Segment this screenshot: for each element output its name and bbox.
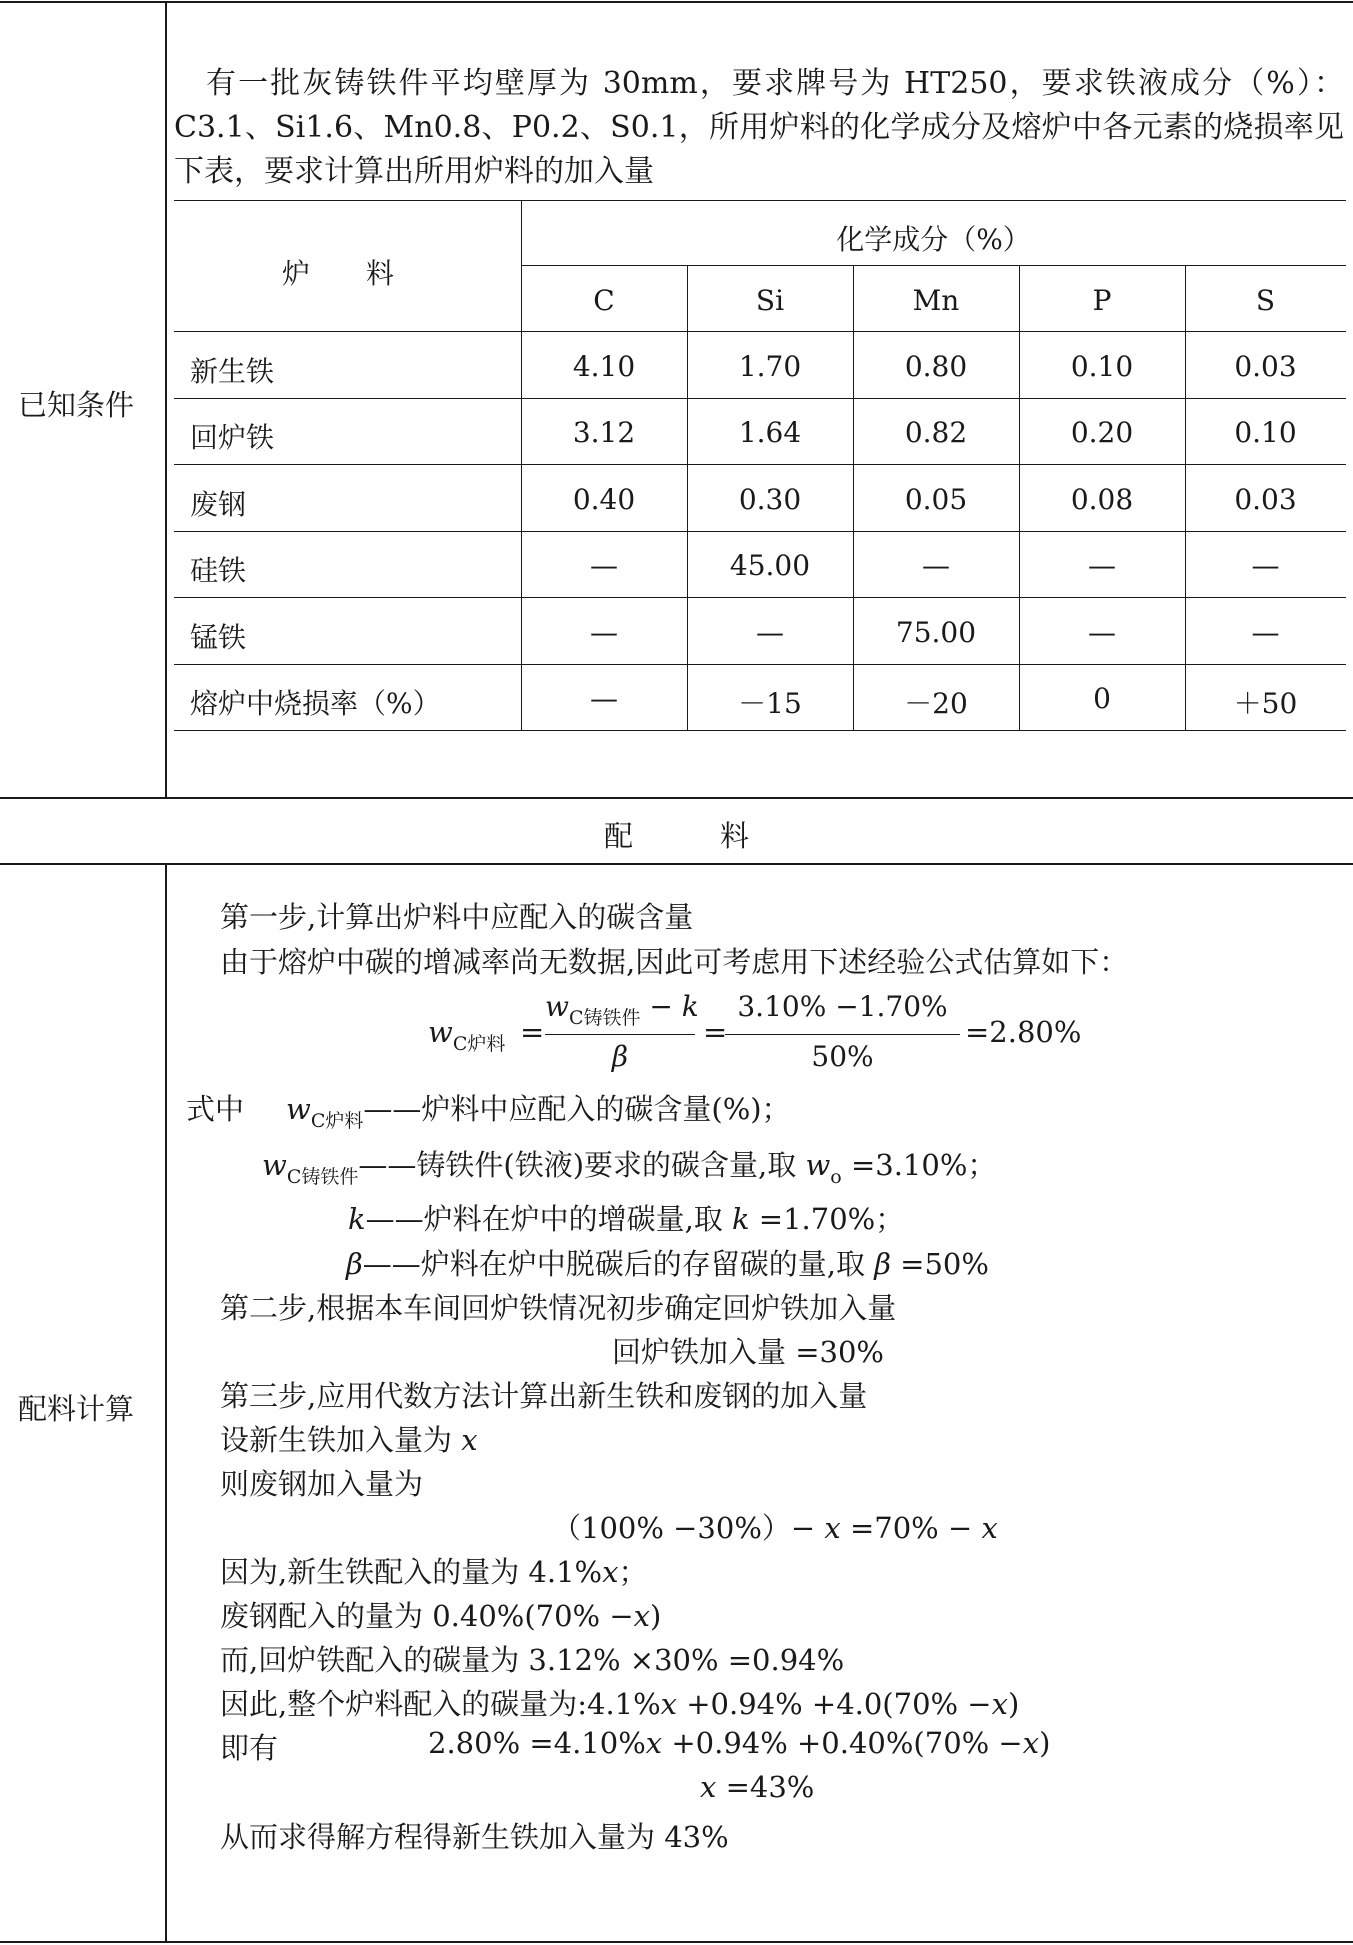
table-cell: — — [1251, 549, 1280, 582]
formula-lhs — [428, 1015, 505, 1056]
def3-k: k — [732, 1202, 750, 1236]
calc-scrap-amount — [220, 1594, 661, 1635]
formula-equals-1: = — [520, 1015, 545, 1049]
table-header-bottom — [174, 331, 1346, 332]
def3-text: ——炉料在炉中的增碳量,取 — [365, 1202, 733, 1236]
formula-numerator-symbol: w — [545, 990, 569, 1023]
table-cell: 75.00 — [895, 616, 977, 649]
table-header-element: Mn — [912, 284, 960, 317]
def4-symbol: β — [346, 1247, 363, 1281]
table-cell: — — [1251, 616, 1280, 649]
frame-top-border — [0, 1, 1353, 3]
def4-text: ——炉料在炉中脱碳后的存留碳的量,取 — [362, 1247, 875, 1281]
table-row-line-1 — [174, 398, 1346, 399]
table-cell: ＋50 — [1233, 687, 1298, 720]
table-cell: — — [756, 616, 784, 649]
table-cell: 0.80 — [904, 350, 968, 383]
calc-main-equation — [428, 1726, 1050, 1760]
where-prefix: 式中 — [186, 1092, 245, 1126]
solution-value: =43% — [716, 1770, 815, 1804]
formula-numerator-subscript: C铸铁件 — [568, 1007, 641, 1029]
because1-x: x — [602, 1555, 619, 1589]
table-header-element: S — [1255, 284, 1276, 317]
eq-b: +0.94% +0.40%(70% − — [662, 1726, 1023, 1760]
def1-subscript: C炉料 — [310, 1110, 364, 1132]
table-row-line-3 — [174, 531, 1346, 532]
table-cell: 45.00 — [729, 549, 811, 582]
eq-c: ) — [1039, 1726, 1051, 1760]
total-c: ) — [1007, 1687, 1020, 1721]
formula-numerator-1 — [545, 990, 699, 1030]
known-section-bottom-border — [0, 797, 1353, 799]
eq-x1: x — [645, 1726, 663, 1760]
calc-step2-equation: 回炉铁加入量 =30% — [612, 1335, 884, 1369]
def1-text: ——炉料中应配入的碳含量(%)； — [363, 1092, 791, 1126]
def2-w: w — [805, 1148, 831, 1182]
total-x1: x — [660, 1687, 678, 1721]
calc-solution — [700, 1770, 814, 1804]
table-row-line-5 — [174, 664, 1346, 665]
calc-total-carbon — [220, 1682, 1019, 1723]
calc-section-label: 配料计算 — [18, 1392, 135, 1426]
formula-denominator-2: 50% — [811, 1040, 874, 1073]
let-x-text: 设新生铁加入量为 — [220, 1423, 462, 1457]
table-cell: 0.82 — [904, 416, 968, 449]
table-row-line-4 — [174, 597, 1346, 598]
table-header-element: C — [593, 284, 615, 317]
calc-step1: 第一步,计算出炉料中应配入的碳含量 — [220, 900, 694, 934]
scrap-eq-x2: x — [981, 1511, 998, 1545]
calc-scrap-equation — [552, 1506, 998, 1547]
table-cell: 0.10 — [1234, 416, 1297, 449]
label-column-divider-top — [165, 1, 167, 797]
calc-return-carbon: 而,回炉铁配入的碳量为 3.12% ×30% =0.94% — [220, 1643, 845, 1677]
formula-lhs-symbol: w — [428, 1015, 453, 1049]
formula-numerator-2: 3.10% −1.70% — [737, 990, 948, 1023]
total-x2: x — [991, 1687, 1008, 1721]
def2-w-subscript: o — [830, 1166, 842, 1188]
table-cell: 1.64 — [738, 416, 802, 449]
because1-b: ； — [618, 1555, 648, 1589]
table-header-material: 炉 料 — [282, 257, 395, 290]
formula-equals-2: = — [703, 1015, 728, 1049]
definition-carbon-charge — [286, 1087, 791, 1133]
scrap-eq-b: =70% − — [840, 1511, 982, 1545]
def1-symbol: w — [286, 1092, 311, 1126]
table-header-element: P — [1092, 284, 1112, 317]
calc-step2: 第二步,根据本车间回炉铁情况初步确定回炉铁加入量 — [220, 1291, 897, 1325]
mix-section-header: 配 料 — [603, 819, 749, 853]
table-cell: 0.10 — [1070, 350, 1134, 383]
label-column-divider-bottom — [165, 863, 167, 1943]
formula-numerator-rest: − k — [640, 990, 699, 1023]
table-header-element: Si — [755, 284, 785, 317]
total-b: +0.94% +4.0(70% − — [677, 1687, 992, 1721]
table-cell: 0.03 — [1234, 483, 1297, 516]
scrap-amt-x: x — [633, 1599, 650, 1633]
total-a: 因此,整个炉料配入的碳量为:4.1% — [220, 1687, 661, 1721]
table-cell: 0.40 — [572, 483, 636, 516]
calc-let-x — [220, 1418, 478, 1459]
table-cell: — — [590, 549, 618, 582]
formula-fraction-bar-1 — [545, 1034, 695, 1035]
calc-equation-label: 即有 — [220, 1731, 279, 1765]
table-cell: 0.05 — [904, 483, 968, 516]
table-col-line-0 — [521, 200, 522, 730]
table-cell: 4.10 — [572, 350, 636, 383]
eq-x2: x — [1022, 1726, 1040, 1760]
table-cell: 0.03 — [1234, 350, 1297, 383]
solution-x: x — [700, 1770, 717, 1804]
table-row-name: 锰铁 — [190, 621, 247, 654]
table-cell: — — [590, 616, 618, 649]
table-cell: 0.08 — [1070, 483, 1134, 516]
table-cell: 0.30 — [738, 483, 802, 516]
definition-carbon-pickup — [348, 1197, 904, 1238]
mix-header-bottom-border — [0, 863, 1353, 865]
table-cell: 0.20 — [1070, 416, 1134, 449]
calc-step3: 第三步,应用代数方法计算出新生铁和废钢的加入量 — [220, 1379, 868, 1413]
table-cell: — — [922, 549, 950, 582]
definition-carbon-casting — [262, 1143, 996, 1189]
table-row-name: 废钢 — [190, 488, 247, 521]
table-cell: 3.12 — [572, 416, 636, 449]
table-row-name: 新生铁 — [190, 355, 275, 388]
def4-beta: β — [874, 1247, 891, 1281]
scrap-amt-b: ) — [650, 1599, 662, 1633]
def3-symbol: k — [348, 1202, 366, 1236]
def2-value: =3.10%； — [841, 1148, 997, 1182]
table-cell: — — [1088, 549, 1116, 582]
table-top-border — [174, 200, 1346, 201]
table-row-name: 回炉铁 — [190, 421, 275, 454]
table-row-name: 熔炉中烧损率（%） — [190, 687, 441, 720]
formula-lhs-subscript: C炉料 — [452, 1033, 506, 1055]
let-x-var: x — [461, 1423, 478, 1457]
def2-subscript: C铸铁件 — [286, 1166, 359, 1188]
table-cell: 0 — [1093, 682, 1111, 715]
formula-denominator-1: β — [611, 1040, 629, 1073]
table-bottom-border — [174, 730, 1346, 731]
scrap-eq-a: （100% −30%）− — [552, 1511, 825, 1545]
def3-value: =1.70%； — [749, 1202, 905, 1236]
eq-a: 2.80% =4.10% — [428, 1726, 646, 1760]
table-row-name: 硅铁 — [190, 554, 247, 587]
formula-result: =2.80% — [965, 1015, 1082, 1049]
def2-symbol: w — [262, 1148, 287, 1182]
known-conditions-label: 已知条件 — [18, 388, 135, 422]
def2-text: ——铸铁件(铁液)要求的碳含量,取 — [358, 1148, 806, 1182]
table-cell: — — [590, 682, 618, 715]
formula-fraction-bar-2 — [725, 1034, 960, 1035]
table-header-composition: 化学成分（%） — [836, 223, 1031, 256]
def4-value: =50% — [890, 1247, 989, 1281]
scrap-amt-a: 废钢配入的量为 0.40%(70% − — [220, 1599, 634, 1633]
because1-a: 因为,新生铁配入的量为 4.1% — [220, 1555, 603, 1589]
scrap-eq-x1: x — [824, 1511, 841, 1545]
table-cell: －20 — [904, 687, 968, 720]
frame-bottom-border — [0, 1941, 1353, 1943]
calc-conclusion: 从而求得解方程得新生铁加入量为 43% — [220, 1820, 729, 1854]
calc-scrap-intro: 则废钢加入量为 — [220, 1467, 424, 1501]
table-cell: 1.70 — [738, 350, 802, 383]
table-subheader-line — [521, 265, 1346, 266]
table-cell: — — [1088, 616, 1116, 649]
problem-statement: 有一批灰铸铁件平均壁厚为 30mm，要求牌号为 HT250，要求铁液成分（%）：C3.1、Si1.6、Mn0.8、P0.2、S0.1，所用炉料的化学成分及熔炉中各元素的烧损率见下表，要求计算出所用炉料的加入量 — [174, 66, 1345, 189]
table-cell: －15 — [738, 687, 802, 720]
calc-intro: 由于熔炉中碳的增减率尚无数据,因此可考虑用下述经验公式估算如下： — [220, 945, 1129, 979]
definition-carbon-retention — [346, 1242, 989, 1283]
table-row-line-2 — [174, 464, 1346, 465]
calc-because-pig-iron — [220, 1550, 648, 1591]
